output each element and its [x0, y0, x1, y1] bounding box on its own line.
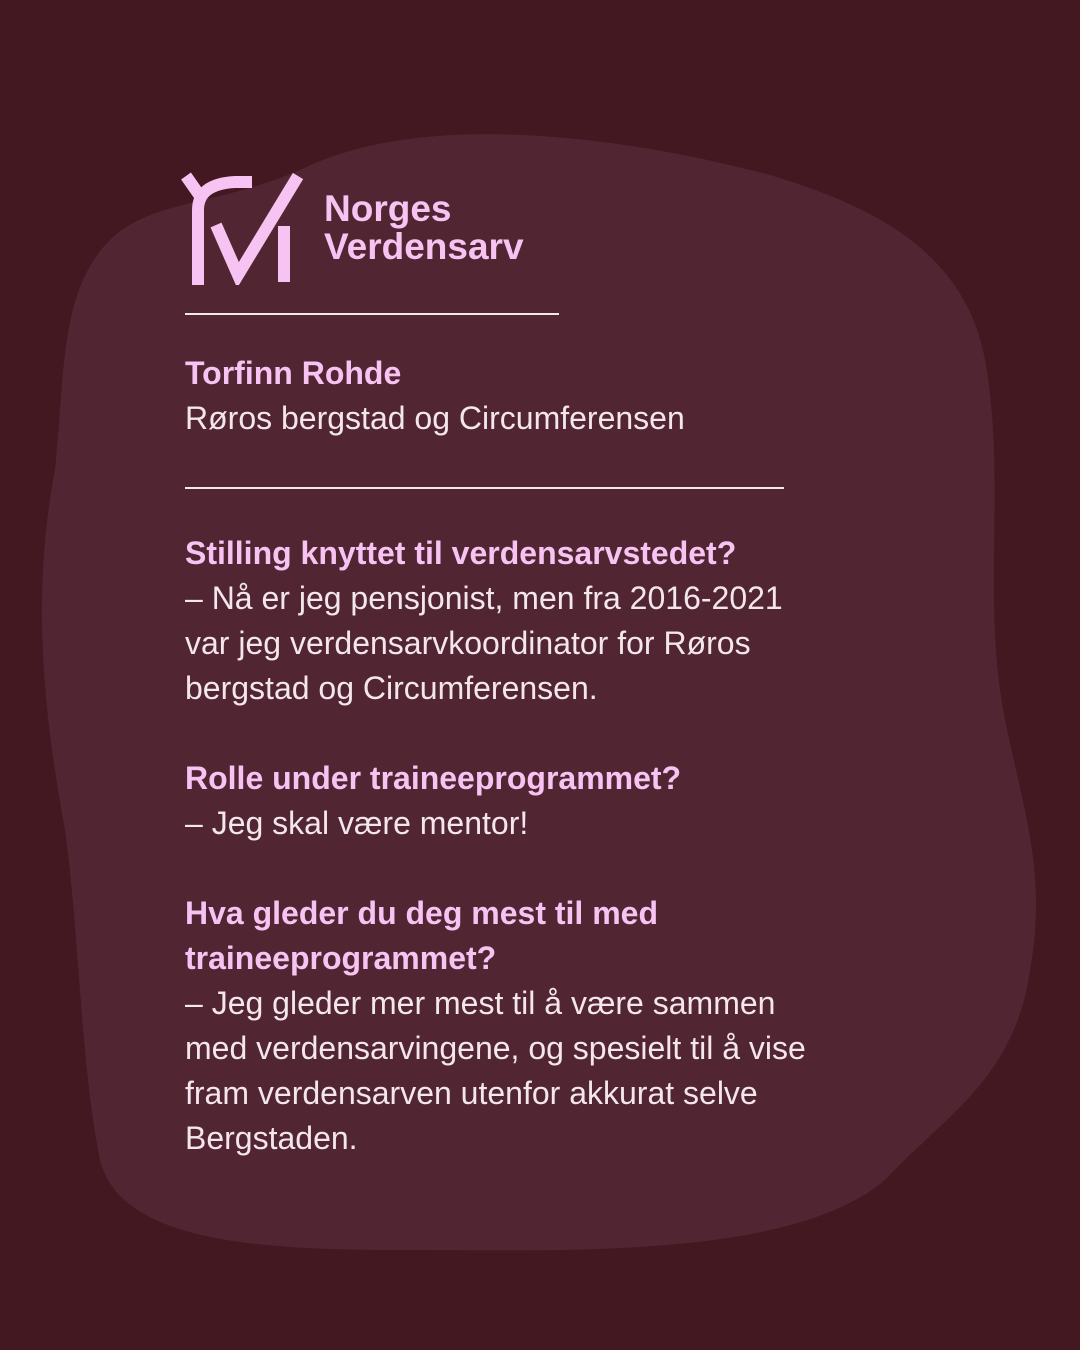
question-looking-forward-line-1: Hva gleder du deg mest til med [185, 895, 658, 931]
norges-verdensarv-logo-icon [180, 170, 310, 285]
answer-position-line-3: bergstad og Circumferensen. [185, 670, 598, 706]
answer-looking-forward-line-1: – Jeg gleder mer mest til å være sammen [185, 985, 776, 1021]
answer-looking-forward-line-2: med verdensarvingene, og spesielt til å vise [185, 1030, 806, 1066]
answer-looking-forward-line-3: fram verdensarven utenfor akkurat selve [185, 1075, 758, 1111]
question-position: Stilling knyttet til verdensarvstedet? [185, 535, 737, 571]
answer-position-line-1: – Nå er jeg pensjonist, men fra 2016-2021 [185, 580, 783, 616]
person-name: Torfinn Rohde [185, 355, 402, 391]
brand-line-1: Norges [324, 188, 452, 229]
person-site: Røros bergstad og Circumferensen [185, 400, 685, 436]
question-role: Rolle under traineeprogrammet? [185, 760, 682, 796]
brand-line-2: Verdensarv [324, 226, 524, 267]
brand-wordmark [324, 190, 524, 266]
question-looking-forward-line-2: traineeprogrammet? [185, 940, 497, 976]
answer-position-line-2: var jeg verdensarvkoordinator for Røros [185, 625, 751, 661]
answer-looking-forward-line-4: Bergstaden. [185, 1120, 358, 1156]
answer-role-line-1: – Jeg skal være mentor! [185, 805, 529, 841]
divider-middle [185, 487, 784, 489]
divider-top [185, 313, 559, 315]
